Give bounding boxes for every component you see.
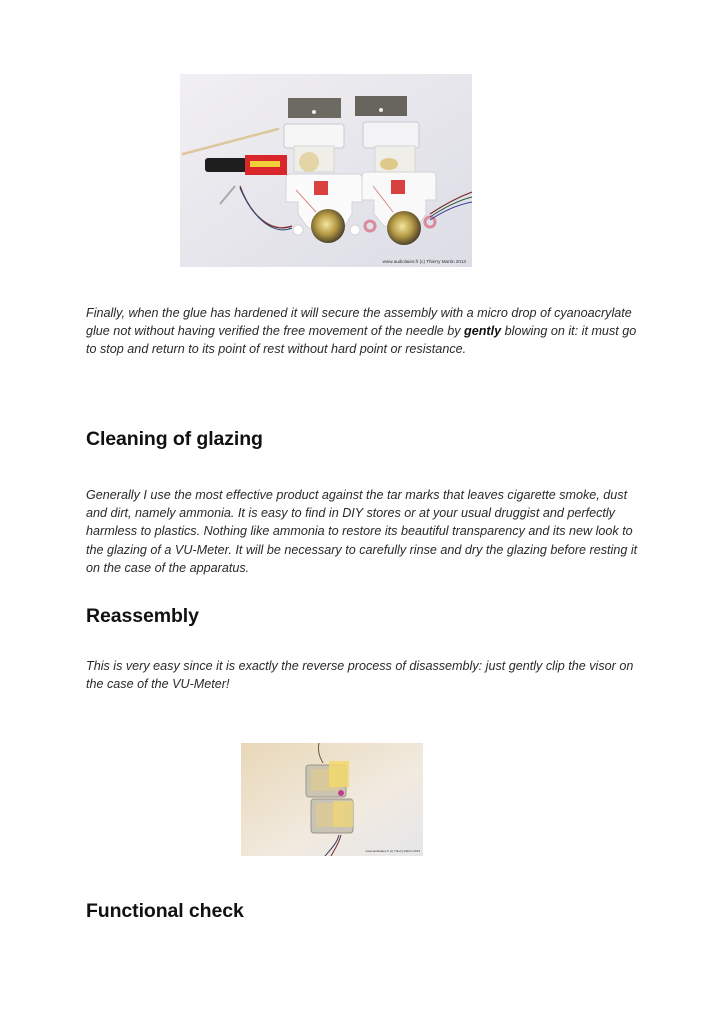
functional-check-heading: Functional check bbox=[86, 900, 244, 922]
reassembled-meters-photo bbox=[241, 743, 423, 856]
glue-paragraph-intro: Finally, when the glue has hardened it will secure the assembly with a micro drop of cyanoacrylate glue not without having verified the free movement of the needle by bbox=[86, 306, 632, 339]
meter-lower bbox=[311, 799, 353, 833]
photo-illustration bbox=[241, 743, 423, 856]
vu-meter-parts-photo bbox=[180, 74, 472, 267]
gently-emphasis: gently bbox=[464, 324, 502, 339]
cleaning-paragraph: Generally I use the most effective product against the tar marks that leaves cigarette smoke, dust and dirt, namely ammonia. It is easy to find in DIY stores or at your usual druggist and perfectly harmless to plastics. Nothing like ammonia to restore its beautiful transparency and its new look to the glazing of a VU-Meter. It will be necessary to carefully rinse and dry the glazing before resting it on the case of the apparatus. bbox=[86, 488, 638, 575]
dial-plate-right bbox=[355, 96, 407, 116]
dial-plate-left bbox=[288, 98, 341, 118]
photo-illustration bbox=[180, 74, 472, 267]
glue-paragraph bbox=[86, 304, 641, 359]
glue-paragraph-outro: blowing on it: it must go to stop and return to its point of rest without hard point or resistance. bbox=[86, 324, 637, 357]
cleaning-heading: Cleaning of glazing bbox=[86, 428, 263, 450]
reassembly-paragraph: This is very easy since it is exactly the reverse process of disassembly: just gently clip the visor on the case of the VU-Meter! bbox=[86, 659, 634, 692]
reassembly-heading: Reassembly bbox=[86, 605, 199, 627]
glue-tube bbox=[205, 155, 287, 175]
visor-left bbox=[284, 124, 344, 148]
photo-credit: www.audiolaies.fr (c) Thierry Martin 2013 bbox=[365, 849, 420, 853]
photo-credit: www.audiolaies.fr (c) Thierry Martin 2013 bbox=[382, 259, 466, 264]
visor-right bbox=[363, 122, 419, 148]
